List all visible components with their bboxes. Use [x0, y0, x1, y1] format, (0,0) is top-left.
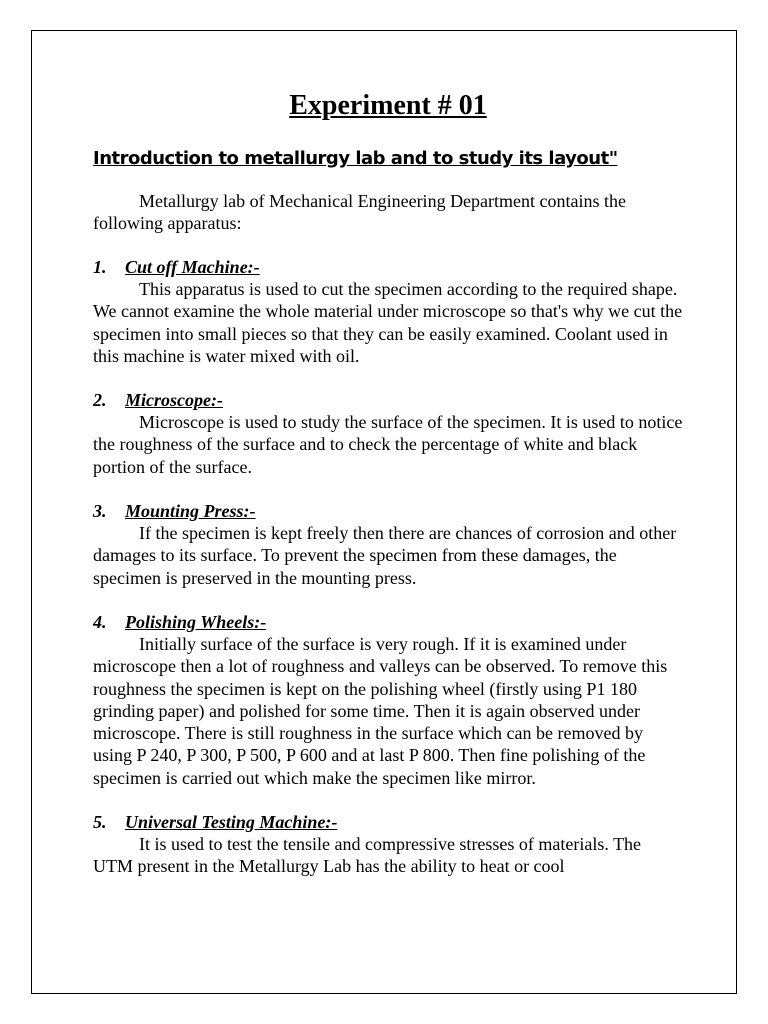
section-body: Microscope is used to study the surface of the specimen. It is used to notice the roughness of the surface and to check the percentage of white and black portion of the surface.: [93, 412, 683, 477]
section-cut-off-machine: [93, 256, 683, 367]
section-number: 5.: [93, 812, 107, 833]
section-polishing-wheels: [93, 611, 683, 789]
section-number: 1.: [93, 257, 107, 277]
section-heading: [93, 611, 683, 633]
section-body: It is used to test the tensile and compressive stresses of materials. The UTM present in the Metallurgy Lab has the ability to heat or cool: [93, 834, 642, 877]
section-label: Cut off Machine:-: [125, 257, 260, 277]
section-mounting-press: [93, 500, 683, 589]
section-label: Mounting Press:-: [125, 501, 256, 522]
page-subtitle: Introduction to metallurgy lab and to study its layout": [93, 148, 618, 169]
section-number: 2.: [93, 390, 107, 411]
section-heading: [93, 256, 683, 278]
section-universal-testing-machine: [93, 811, 683, 878]
section-label: Universal Testing Machine:-: [125, 812, 338, 833]
section-label: Microscope:-: [125, 390, 223, 411]
section-body: Initially surface of the surface is very rough. If it is examined under microscope then a lot of roughness and valleys can be observed. To remove this roughness the specimen is kept on the polishing wheel (firstly using P1 180 grinding paper) and polished for some time. Then it is again observed under microscope. There is still roughness in the surface which can be removed by using P 240, P 300, P 500, P 600 and at last P 800. Then fine polishing of the specimen is carried out which make the specimen like mirror.: [93, 633, 668, 788]
section-microscope: [93, 389, 683, 478]
section-heading: [93, 500, 683, 522]
document-content: [93, 88, 683, 878]
section-body: This apparatus is used to cut the specimen according to the required shape. We cannot examine the whole material under microscope so that's why we cut the specimen into small pieces so that they can be easily examined. Coolant used in this machine is water mixed with oil.: [93, 279, 683, 366]
section-label: Polishing Wheels:-: [125, 611, 267, 632]
intro-paragraph: Metallurgy lab of Mechanical Engineering Department contains the following apparatus:: [93, 191, 627, 233]
section-number: 4.: [93, 611, 107, 632]
section-heading: [93, 811, 683, 833]
section-body: If the specimen is kept freely then there are chances of corrosion and other damages to its surface. To prevent the specimen from these damages, the specimen is preserved in the mounting press.: [93, 523, 677, 588]
page-title: Experiment # 01: [289, 90, 487, 121]
section-number: 3.: [93, 501, 107, 522]
section-heading: [93, 389, 683, 411]
